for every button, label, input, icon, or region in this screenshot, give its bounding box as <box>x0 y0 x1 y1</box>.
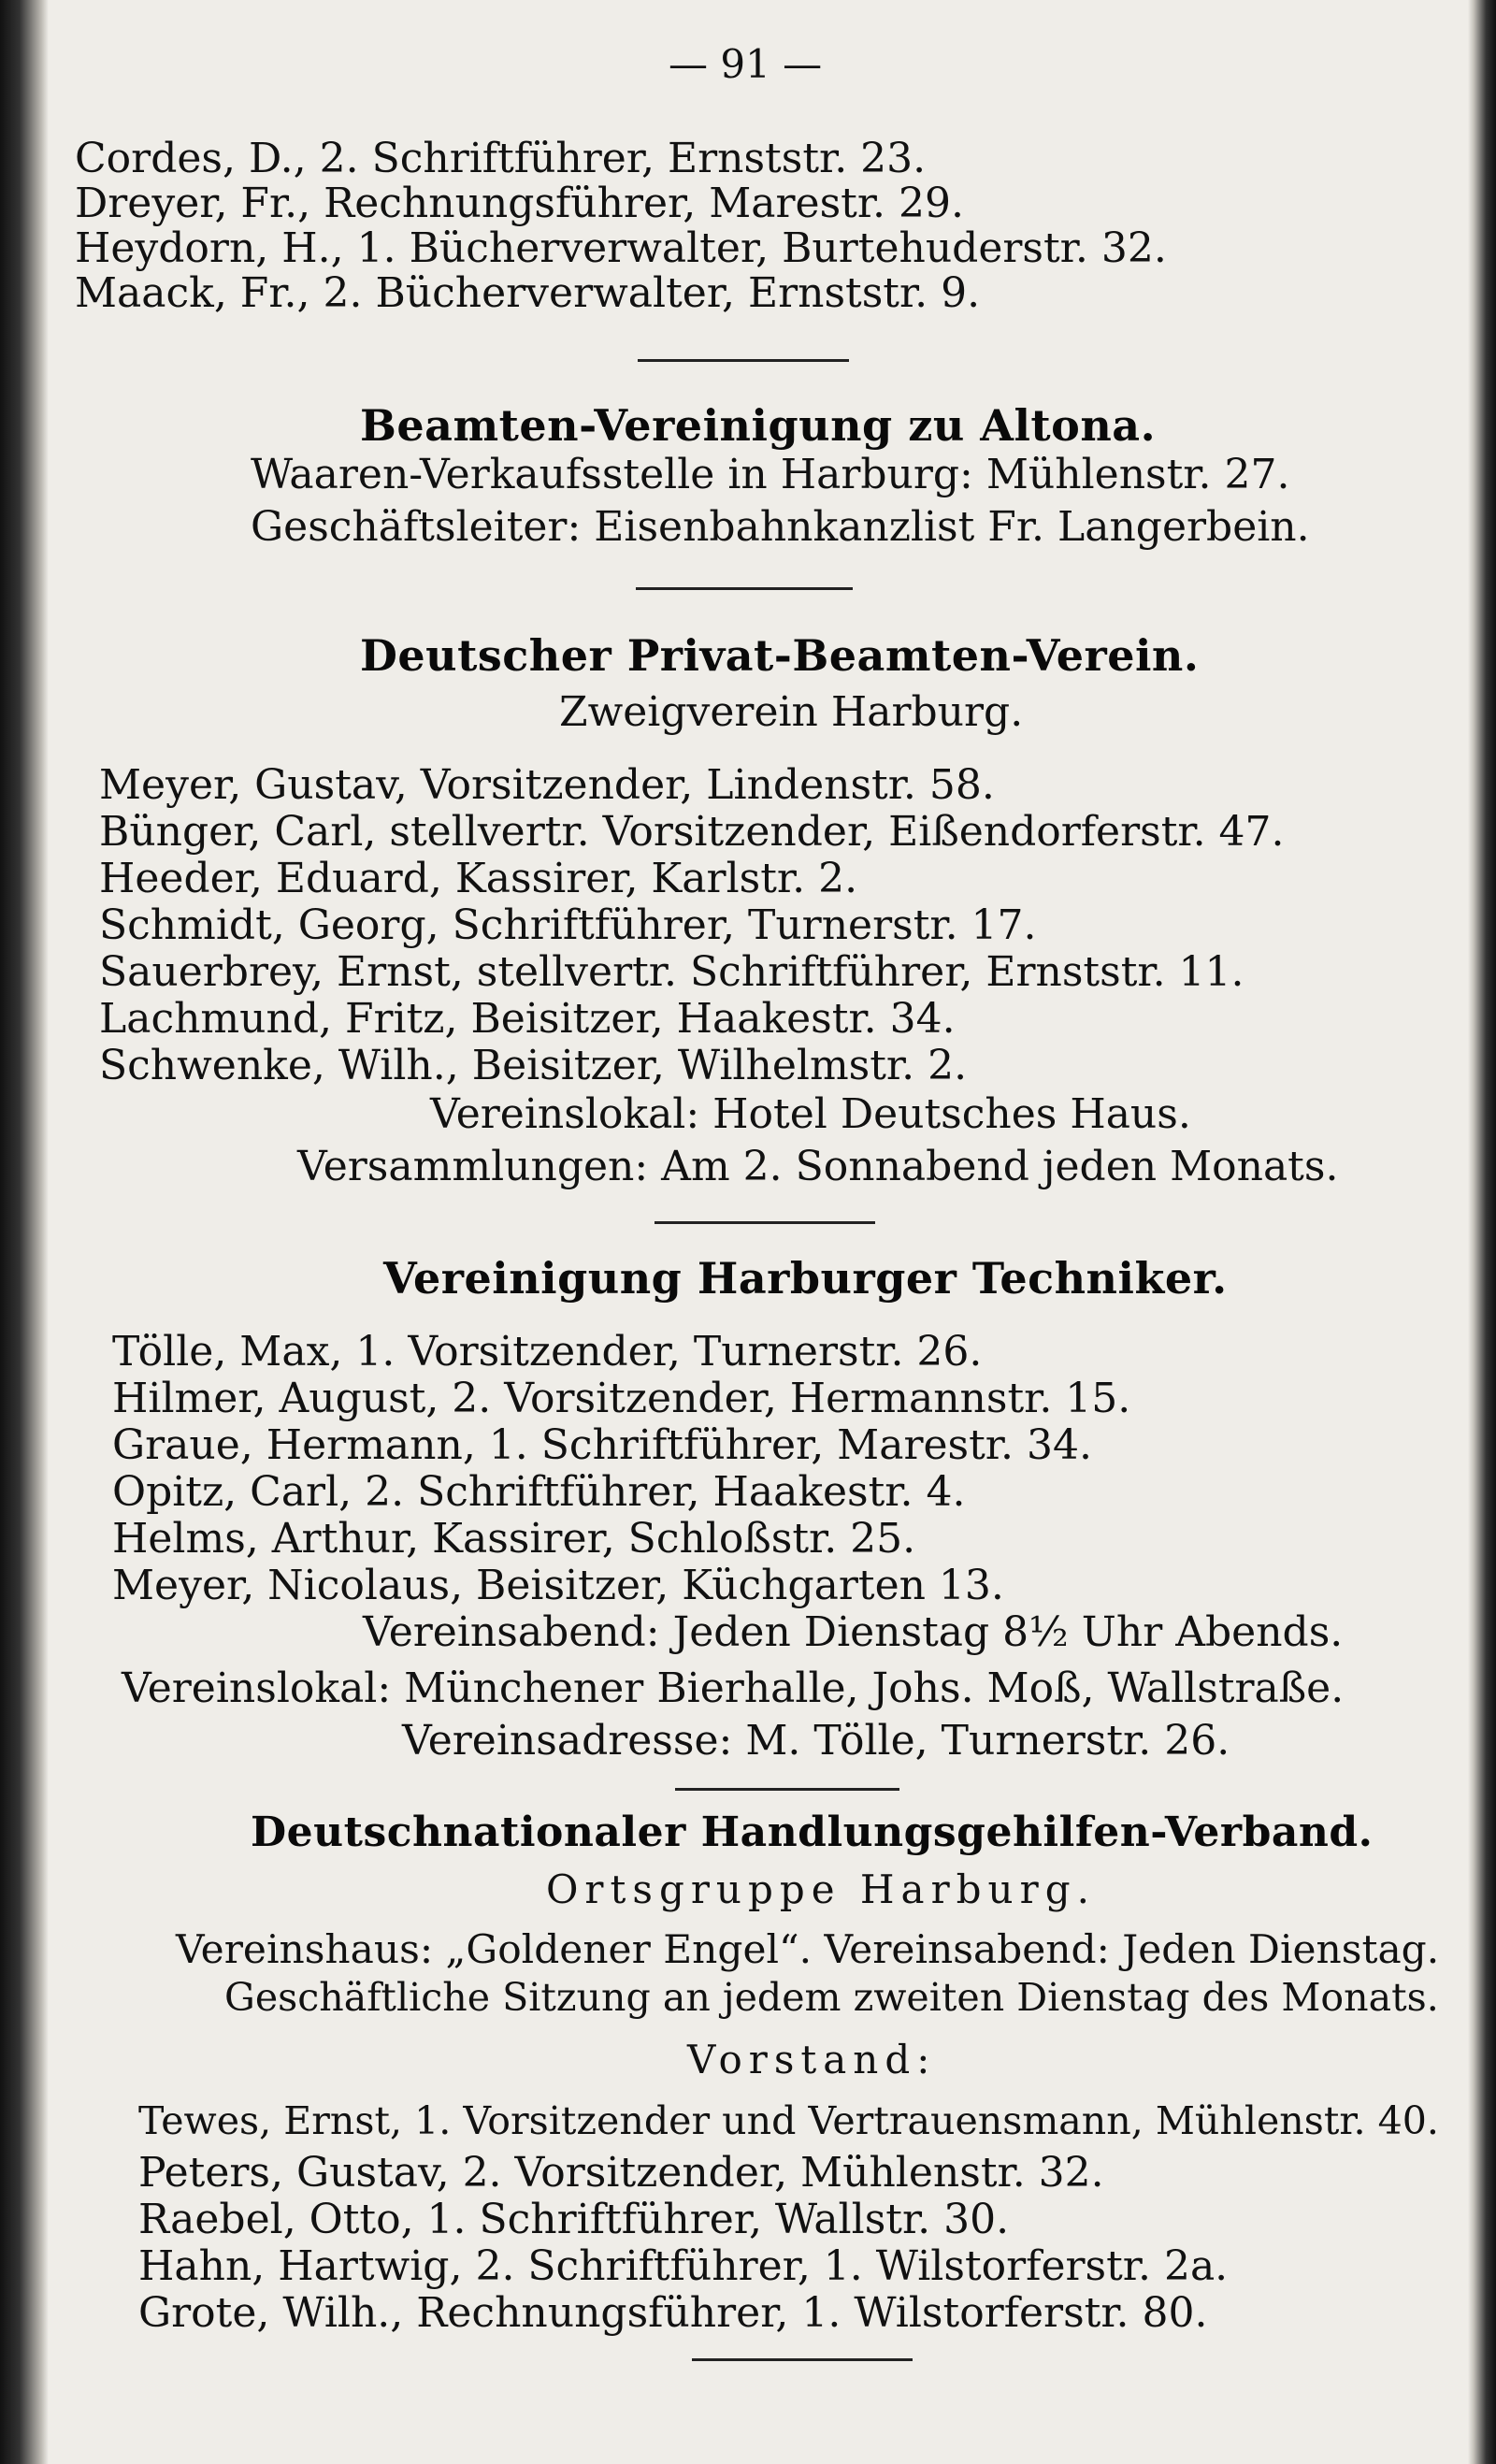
section-title-techniker: Vereinigung Harburger Techniker. <box>383 1253 1228 1304</box>
member-line: Tewes, Ernst, 1. Vorsitzender und Vertrauensmann, Mühlenstr. 40. <box>138 2098 1439 2143</box>
member-line: Hahn, Hartwig, 2. Schriftführer, 1. Wilstorferstr. 2a. <box>138 2242 1229 2290</box>
info-line: Vereinshaus: „Goldener Engel“. Vereinsabend: Jeden Dienstag. <box>176 1926 1440 1972</box>
section-divider <box>636 587 853 590</box>
note-line: Vereinsadresse: M. Tölle, Turnerstr. 26. <box>402 1717 1230 1765</box>
member-line: Lachmund, Fritz, Beisitzer, Haakestr. 34. <box>99 995 956 1043</box>
member-line: Opitz, Carl, 2. Schriftführer, Haakestr. 4. <box>112 1468 966 1516</box>
section-subtitle: Ortsgruppe Harburg. <box>546 1866 1096 1912</box>
member-line: Meyer, Nicolaus, Beisitzer, Küchgarten 13. <box>112 1562 1004 1609</box>
member-line: Meyer, Gustav, Vorsitzender, Lindenstr. 58. <box>99 761 995 809</box>
member-line: Peters, Gustav, 2. Vorsitzender, Mühlenstr. 32. <box>138 2149 1104 2197</box>
member-line: Raebel, Otto, 1. Schriftführer, Wallstr. 30. <box>138 2196 1010 2243</box>
note-line: Versammlungen: Am 2. Sonnabend jeden Monats. <box>297 1143 1339 1190</box>
section-title-dhv: Deutschnationaler Handlungsgehilfen-Verband. <box>251 1808 1374 1856</box>
section-divider <box>675 1788 899 1791</box>
section-divider <box>654 1221 875 1224</box>
member-line: Dreyer, Fr., Rechnungsführer, Marestr. 29. <box>75 180 964 227</box>
member-line: Schwenke, Wilh., Beisitzer, Wilhelmstr. 2. <box>99 1042 968 1089</box>
member-line: Heeder, Eduard, Kassirer, Karlstr. 2. <box>99 855 858 902</box>
member-line: Bünger, Carl, stellvertr. Vorsitzender, Eißendorferstr. 47. <box>99 808 1285 856</box>
note-line: Vereinsabend: Jeden Dienstag 8½ Uhr Abends. <box>363 1608 1344 1656</box>
page-number: — 91 — <box>669 41 823 87</box>
info-line: Waaren-Verkaufsstelle in Harburg: Mühlenstr. 27. <box>251 451 1290 498</box>
note-line: Vereinslokal: Hotel Deutsches Haus. <box>430 1090 1191 1138</box>
board-label: Vorstand: <box>687 2037 937 2082</box>
member-line: Heydorn, H., 1. Bücherverwalter, Burtehuderstr. 32. <box>75 224 1167 272</box>
member-line: Maack, Fr., 2. Bücherverwalter, Ernststr. 9. <box>75 269 981 317</box>
member-line: Hilmer, August, 2. Vorsitzender, Hermannstr. 15. <box>112 1375 1131 1422</box>
member-line: Sauerbrey, Ernst, stellvertr. Schriftführer, Ernststr. 11. <box>99 948 1244 996</box>
member-line: Tölle, Max, 1. Vorsitzender, Turnerstr. 26. <box>112 1328 983 1376</box>
member-line: Grote, Wilh., Rechnungsführer, 1. Wilstorferstr. 80. <box>138 2289 1208 2337</box>
section-divider <box>638 359 849 362</box>
info-line: Geschäftsleiter: Eisenbahnkanzlist Fr. Langerbein. <box>251 503 1310 551</box>
member-line: Helms, Arthur, Kassirer, Schloßstr. 25. <box>112 1515 916 1563</box>
section-divider <box>692 2358 913 2361</box>
section-title-privat: Deutscher Privat-Beamten-Verein. <box>360 630 1200 681</box>
member-line: Graue, Hermann, 1. Schriftführer, Marestr. 34. <box>112 1421 1092 1469</box>
page-edge-right <box>1468 0 1496 2464</box>
info-line: Geschäftliche Sitzung an jedem zweiten Dienstag des Monats. <box>224 1975 1439 2020</box>
member-line: Cordes, D., 2. Schriftführer, Ernststr. 23. <box>75 135 927 182</box>
note-line: Vereinslokal: Münchener Bierhalle, Johs. Moß, Wallstraße. <box>122 1664 1345 1712</box>
section-subtitle: Zweigverein Harburg. <box>559 688 1024 736</box>
member-line: Schmidt, Georg, Schriftführer, Turnerstr. 17. <box>99 901 1037 949</box>
section-title-altona: Beamten-Vereinigung zu Altona. <box>360 400 1157 451</box>
page-edge-left <box>0 0 49 2464</box>
